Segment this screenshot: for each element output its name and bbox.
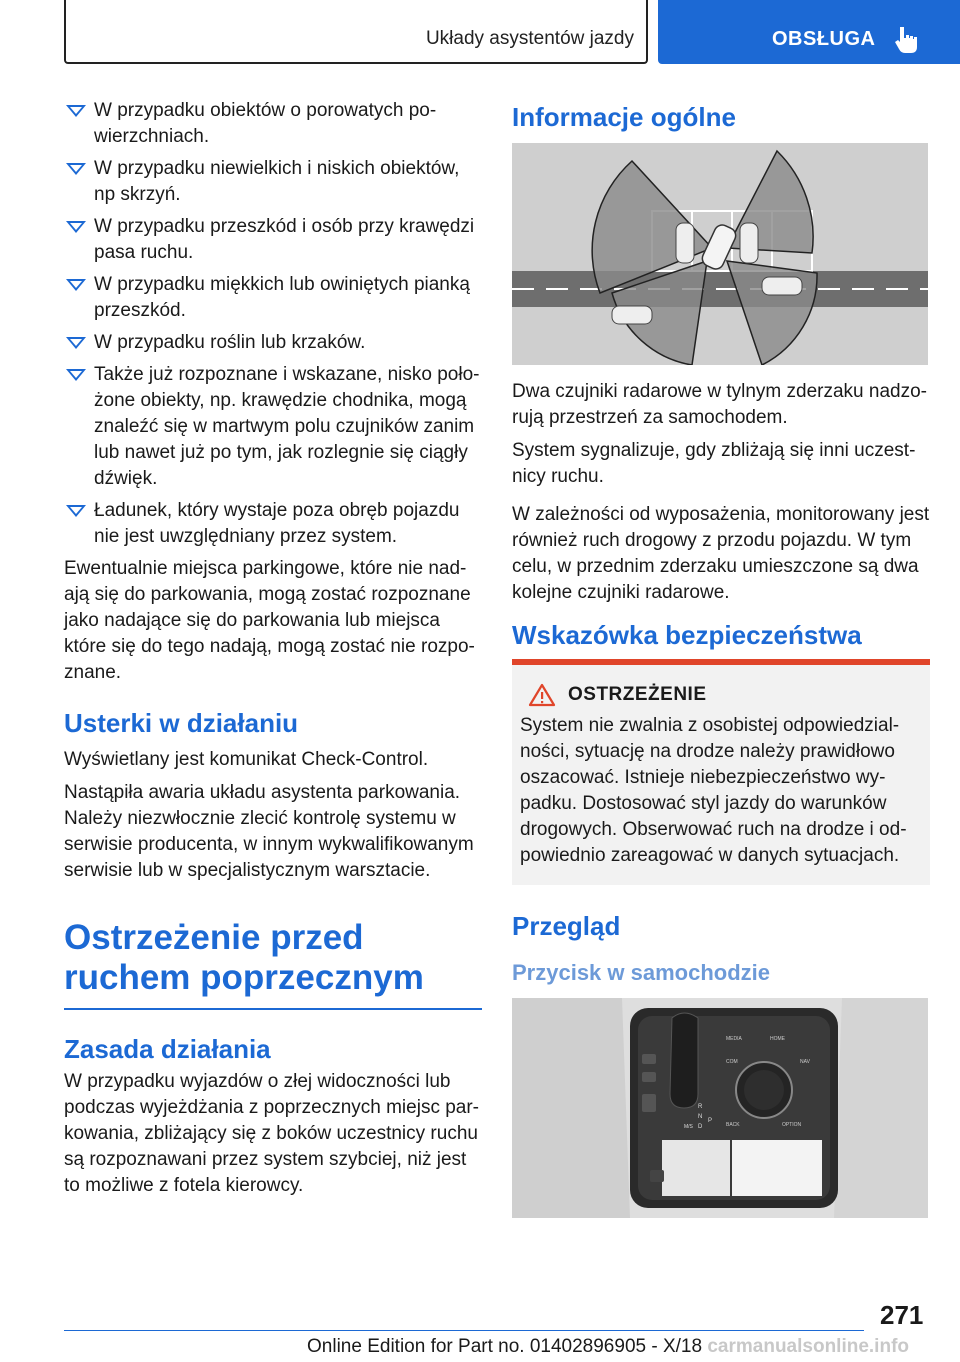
general-paragraph-1: Dwa czujniki radarowe w tylnym zderzaku nadzo-rują przestrzeń za samochodem. xyxy=(512,381,927,428)
footer-site: carmanualsonline.info xyxy=(707,1336,909,1357)
warning-header xyxy=(520,683,920,707)
console-label-com: COM xyxy=(726,1059,738,1065)
triangle-bullet-icon xyxy=(66,221,86,233)
gear-label-d: D xyxy=(698,1124,703,1130)
gear-label-p: P xyxy=(708,1118,713,1124)
heading-safety-note: Wskazówka bezpieczeństwa xyxy=(512,620,862,650)
warning-text: System nie zwalnia z osobistej odpowiedzial-ności, sytuację na drodze należy prawidłowo oszacować. Istnieje niebezpieczeństwo wy-padku. Dostosować styl jazdy do warunków drogowych. Obserwować ruch na drodze i od-powiednio zareagować w danych sytuacjach. xyxy=(520,715,907,866)
section-title: Układy asystentów jazdy xyxy=(425,28,634,49)
chapter-tab-label: OBSŁUGA xyxy=(772,28,876,50)
console-label-back: BACK xyxy=(726,1122,740,1128)
triangle-bullet-icon xyxy=(66,105,86,117)
list-item: W przypadku obiektów o porowatych po-wierzchniach. xyxy=(64,98,482,150)
pointing-hand-icon xyxy=(894,25,920,55)
limitations-list xyxy=(64,98,482,550)
heading-principle: Zasada działania xyxy=(64,1034,271,1064)
warning-triangle-icon xyxy=(528,683,556,707)
heading-malfunction: Usterki w działaniu xyxy=(64,708,299,738)
footer-edition-line xyxy=(307,1336,909,1358)
malfunction-paragraph-2: Nastąpiła awaria układu asystenta parkowania. Należy niezwłocznie zlecić kontrolę systemu w serwisie producenta, w innym wykwalifikowanym serwisie lub w specjalistycznym warsztacie. xyxy=(64,782,474,881)
gear-label-ms: M/S xyxy=(684,1124,693,1130)
principle-paragraph: W przypadku wyjazdów o złej widoczności lub podczas wyjeżdżania z poprzecznych miejsc par-kowania, zbliżający się z boków uczestnicy ruchu są rozpoznawani przez system szybciej, niż jest to możliwe z fotela kierowcy. xyxy=(64,1071,480,1196)
heading-overview: Przegląd xyxy=(512,911,621,941)
list-item: Ładunek, który wystaje poza obręb pojazdu nie jest uwzględniany przez system. xyxy=(64,498,482,550)
malfunction-paragraph-1: Wyświetlany jest komunikat Check-Control. xyxy=(64,749,429,770)
heading-general-info: Informacje ogólne xyxy=(512,102,736,132)
right-column xyxy=(512,98,930,1218)
console-label-home: HOME xyxy=(770,1036,785,1042)
left-column xyxy=(64,98,482,1206)
triangle-bullet-icon xyxy=(66,337,86,349)
list-item: W przypadku niewielkich i niskich obiektów, np skrzyń. xyxy=(64,156,482,208)
page-number: 271 xyxy=(880,1300,924,1330)
console-label-option: OPTION xyxy=(782,1122,802,1128)
list-item: W przypadku roślin lub krzaków. xyxy=(64,330,482,356)
triangle-bullet-icon xyxy=(66,279,86,291)
general-paragraph-3: W zależności od wyposażenia, monitorowany jest również ruch drogowy z przodu pojazdu. W tym celu, w przednim zderzaku umieszczone są dwa kolejne czujniki radarowe. xyxy=(512,504,930,603)
triangle-bullet-icon xyxy=(66,505,86,517)
header-section-box xyxy=(64,0,648,64)
triangle-bullet-icon xyxy=(66,369,86,381)
warning-box xyxy=(512,665,930,885)
gear-label-n: N xyxy=(698,1114,703,1120)
chapter-tab xyxy=(658,0,960,64)
list-item: W przypadku przeszkód i osób przy krawędzi pasa ruchu. xyxy=(64,214,482,266)
footer-divider xyxy=(64,1330,864,1331)
list-item: W przypadku miękkich lub owiniętych pianką przeszkód. xyxy=(64,272,482,324)
parking-brake-button xyxy=(650,1170,664,1182)
general-paragraph-2: System sygnalizuje, gdy zbliżają się inni uczest-nicy ruchu. xyxy=(512,440,916,487)
footer-edition: Online Edition for Part no. 01402896905 - X/18 xyxy=(307,1336,703,1357)
parking-spaces-paragraph: Ewentualnie miejsca parkingowe, które nie nad-ają się do parkowania, mogą zostać rozpoznane jako nadające się do parkowania lub miejsca które się do tego nadają, mogą zostać nie rozpo-znane. xyxy=(64,558,475,683)
heading-button-in-car: Przycisk w samochodzie xyxy=(512,960,770,985)
radar-coverage-figure xyxy=(512,143,928,365)
list-item: Także już rozpoznane i wskazane, nisko poło-żone obiekty, np. krawędzie chodnika, mogą znaleźć się w martwym polu czujników zanim lub nawet już po tym, jak rozlegnie się ciągły dźwięk. xyxy=(64,362,482,492)
heading-cross-traffic-warning: Ostrzeżenie przed ruchem poprzecznym xyxy=(64,918,482,1010)
console-label-media: MEDIA xyxy=(726,1036,742,1042)
console-label-nav: NAV xyxy=(800,1059,810,1065)
center-console-photo xyxy=(512,998,928,1218)
triangle-bullet-icon xyxy=(66,163,86,175)
gear-label-r: R xyxy=(698,1104,703,1110)
warning-title: OSTRZEŻENIE xyxy=(568,684,707,705)
